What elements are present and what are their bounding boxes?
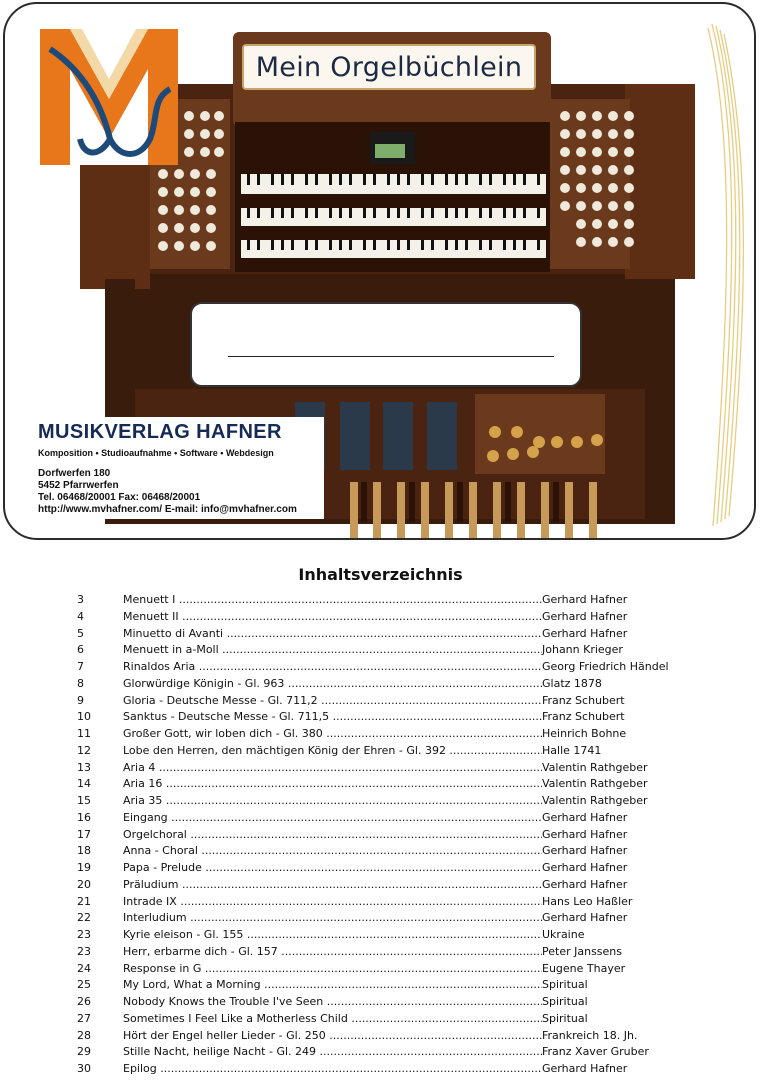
- toc-title: Response in G .....: [123, 961, 542, 977]
- toc-author: Peter Janssens: [542, 944, 622, 958]
- toc-title: Eingang .....: [123, 810, 542, 826]
- toc-author: Gerhard Hafner: [542, 911, 628, 925]
- toc-title: Minuetto di Avanti .....: [123, 626, 542, 642]
- toc-row: [0, 827, 761, 843]
- toc-row: [0, 994, 761, 1010]
- toc-page-number: 18: [77, 844, 91, 858]
- toc-row: [0, 1011, 761, 1027]
- toc-author: Spiritual: [542, 978, 588, 992]
- toc-author: Gerhard Hafner: [542, 877, 628, 891]
- toc-title: Aria 35 .....: [123, 793, 542, 809]
- toc-row: [0, 1028, 761, 1044]
- publisher-street: Dorfwerfen 180: [38, 468, 111, 479]
- toc-row: [0, 1061, 761, 1077]
- toc-row: [0, 843, 761, 859]
- toc-title: Epilog .....: [123, 1061, 542, 1077]
- toc-page-number: 12: [77, 743, 91, 757]
- toc-page-number: 26: [77, 995, 91, 1008]
- toc-author: Georg Friedrich Händel: [542, 660, 669, 673]
- toc-row: [0, 910, 761, 926]
- toc-title: Intrade IX .....: [123, 894, 542, 910]
- toc-author: Gerhard Hafner: [542, 593, 628, 606]
- toc-page-number: 14: [77, 777, 91, 791]
- toc-page-number: 3: [77, 593, 84, 606]
- toc-page-number: 22: [77, 911, 91, 925]
- toc-page-number: 24: [77, 961, 91, 975]
- toc-author: Halle 1741: [542, 743, 602, 757]
- toc-page-number: 5: [77, 626, 84, 640]
- publisher-web: http://www.mvhafner.com/ E-mail: info@mvhafner.com: [38, 504, 297, 515]
- toc-row: [0, 659, 761, 675]
- toc-title: Kyrie eleison - Gl. 155 .....: [123, 927, 542, 943]
- toc-row: [0, 743, 761, 759]
- publisher-logo: [40, 29, 178, 165]
- toc-author: Gerhard Hafner: [542, 609, 628, 623]
- toc-author: Valentin Rathgeber: [542, 794, 648, 807]
- toc-author: Spiritual: [542, 995, 588, 1008]
- toc-row: [0, 709, 761, 725]
- toc-row: [0, 676, 761, 692]
- toc-row: [0, 1044, 761, 1060]
- toc-author: Gerhard Hafner: [542, 861, 628, 874]
- toc-author: Hans Leo Haßler: [542, 894, 633, 908]
- toc-author: Glatz 1878: [542, 676, 602, 690]
- toc-page-number: 9: [77, 693, 84, 707]
- toc-page-number: 25: [77, 978, 91, 992]
- toc-title: Stille Nacht, heilige Nacht - Gl. 249 .....: [123, 1044, 542, 1060]
- publisher-city: 5452 Pfarrwerfen: [38, 480, 119, 491]
- publisher-name: MUSIKVERLAG HAFNER: [38, 421, 282, 443]
- toc-row: [0, 592, 761, 608]
- toc-author: Gerhard Hafner: [542, 626, 628, 640]
- toc-page-number: 30: [77, 1062, 91, 1075]
- toc-title: Papa - Prelude .....: [123, 860, 542, 876]
- toc-row: [0, 726, 761, 742]
- toc-title: Aria 4 .....: [123, 760, 542, 776]
- toc-page-number: 20: [77, 877, 91, 891]
- toc-row: [0, 944, 761, 960]
- toc-page-number: 16: [77, 810, 91, 824]
- toc-row: [0, 877, 761, 893]
- toc-author: Frankreich 18. Jh.: [542, 1028, 638, 1042]
- owner-name-field[interactable]: [190, 302, 582, 387]
- toc-title: Glorwürdige Königin - Gl. 963 .....: [123, 676, 542, 692]
- toc-row: [0, 693, 761, 709]
- toc-page-number: 8: [77, 676, 84, 690]
- toc-page-number: 7: [77, 660, 84, 673]
- toc-row: [0, 626, 761, 642]
- toc-page-number: 15: [77, 794, 91, 807]
- toc-page-number: 29: [77, 1045, 91, 1059]
- toc-author: Johann Krieger: [542, 643, 623, 657]
- toc-title: Herr, erbarme dich - Gl. 157 .....: [123, 944, 542, 960]
- name-writing-line: [228, 356, 554, 357]
- toc-author: Spiritual: [542, 1011, 588, 1025]
- toc-author: Franz Schubert: [542, 693, 625, 707]
- toc-title: Hört der Engel heller Lieder - Gl. 250 .....: [123, 1028, 542, 1044]
- toc-page-number: 19: [77, 861, 91, 874]
- toc-page-number: 4: [77, 609, 84, 623]
- toc-author: Franz Schubert: [542, 710, 625, 724]
- toc-row: [0, 810, 761, 826]
- toc-row: [0, 894, 761, 910]
- toc-title: My Lord, What a Morning .....: [123, 977, 542, 993]
- toc-author: Gerhard Hafner: [542, 827, 628, 841]
- toc-author: Gerhard Hafner: [542, 810, 628, 824]
- toc-page-number: 27: [77, 1011, 91, 1025]
- toc-page-number: 11: [77, 727, 91, 740]
- toc-page-number: 6: [77, 643, 84, 657]
- toc-title: Anna - Choral .....: [123, 843, 542, 859]
- toc-title: Interludium .....: [123, 910, 542, 926]
- toc-heading: Inhaltsverzeichnis: [298, 565, 463, 584]
- toc-author: Heinrich Bohne: [542, 727, 627, 740]
- toc-row: [0, 860, 761, 876]
- toc-row: [0, 793, 761, 809]
- toc-row: [0, 961, 761, 977]
- toc-row: [0, 642, 761, 658]
- toc-title: Nobody Knows the Trouble I've Seen .....: [123, 994, 542, 1010]
- toc-author: Ukraine: [542, 928, 585, 941]
- toc-title: Menuett I .....: [123, 592, 542, 608]
- toc-page-number: 23: [77, 928, 91, 941]
- toc-title: Gloria - Deutsche Messe - Gl. 711,2 .....: [123, 693, 542, 709]
- toc-title: Menuett in a-Moll .....: [123, 642, 542, 658]
- toc-row: [0, 977, 761, 993]
- toc-author: Gerhard Hafner: [542, 844, 628, 858]
- toc-page-number: 28: [77, 1028, 91, 1042]
- publisher-phone: Tel. 06468/20001 Fax: 06468/20001: [38, 492, 201, 503]
- toc-author: Valentin Rathgeber: [542, 760, 648, 774]
- toc-title: Orgelchoral .....: [123, 827, 542, 843]
- cover-panel: [3, 2, 756, 540]
- toc-author: Eugene Thayer: [542, 961, 626, 975]
- toc-title: Großer Gott, wir loben dich - Gl. 380 .....: [123, 726, 542, 742]
- toc-row: [0, 776, 761, 792]
- toc-author: Valentin Rathgeber: [542, 777, 648, 791]
- cover-title: Mein Orgelbüchlein: [242, 44, 536, 90]
- toc-title: Sometimes I Feel Like a Motherless Child .....: [123, 1011, 542, 1027]
- toc-page-number: 17: [77, 827, 91, 841]
- toc-title: Sanktus - Deutsche Messe - Gl. 711,5 .....: [123, 709, 542, 725]
- toc-author: Gerhard Hafner: [542, 1062, 628, 1075]
- toc-author: Franz Xaver Gruber: [542, 1045, 649, 1059]
- toc-page-number: 10: [77, 710, 91, 724]
- toc-row: [0, 609, 761, 625]
- toc-page-number: 23: [77, 944, 91, 958]
- toc-title: Rinaldos Aria .....: [123, 659, 542, 675]
- toc-row: [0, 927, 761, 943]
- publisher-tagline: Komposition • Studioaufnahme • Software • Webdesign: [38, 448, 274, 458]
- toc-title: Menuett II .....: [123, 609, 542, 625]
- toc-title: Lobe den Herren, den mächtigen König der Ehren - Gl. 392 .....: [123, 743, 542, 759]
- toc-page-number: 21: [77, 894, 91, 908]
- toc-title: Präludium .....: [123, 877, 542, 893]
- toc-title: Aria 16 .....: [123, 776, 542, 792]
- publisher-block: [34, 417, 324, 519]
- toc-page-number: 13: [77, 760, 91, 774]
- toc-row: [0, 760, 761, 776]
